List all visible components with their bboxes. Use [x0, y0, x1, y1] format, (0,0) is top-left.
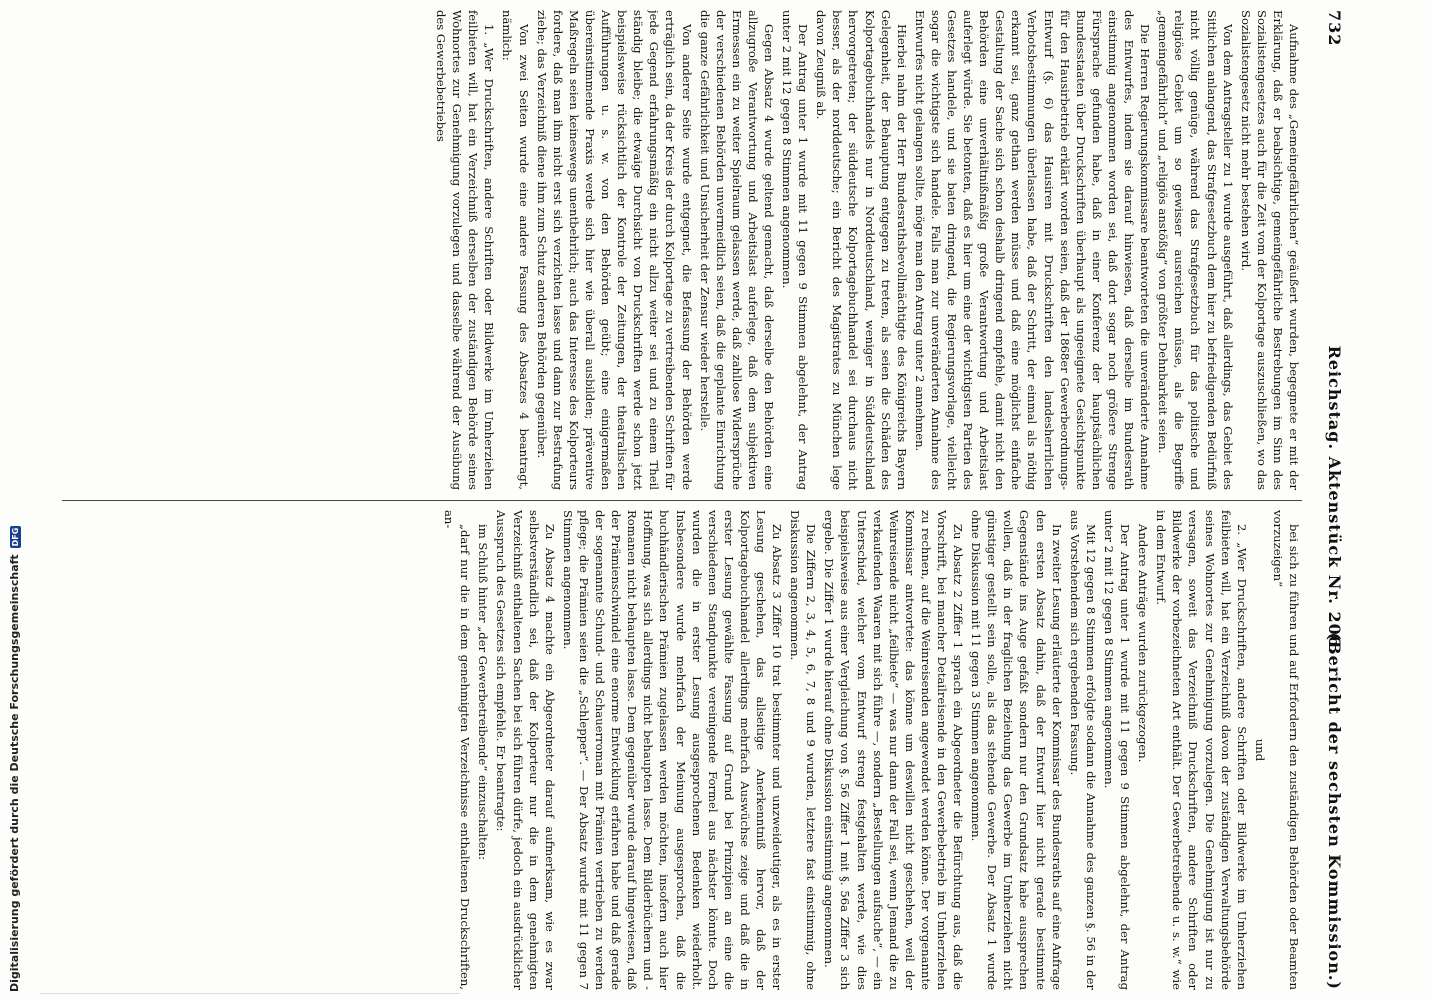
- running-title: Reichstag. Aktenstück Nr. 206.: [1325, 345, 1344, 655]
- paragraph: 1. „Wer Druckschriften, andere Schriften oder Bildwerke im Umherziehen feilbieten will, hat ein Verzeichniß derselben der zuständigen Behörde seines Wohnortes zur Genehmigung vorzulegen und dasselbe während der Ausübung des Gewerbebetriebes: [434, 10, 497, 490]
- paragraph: Der Antrag unter 1 wurde mit 11 gegen 9 Stimmen abgelehnt, der Antrag unter 2 mit 12 gegen 8 Stimmen angenommen.: [780, 10, 811, 490]
- rotated-page-content: [50, 0, 1350, 1000]
- paragraph: Hierbei nahm der Herr Bundesrathsbevollmächtigte des Königreichs Bayern Gelegenheit, der Behauptung entgegen zu treten, als seien die Schäden des Kolportagebuchhandels nur in Norddeutschland, weniger in Süddeutschland hervorgetreten; der süddeutsche Kolportagebuchhandel sei durchaus nicht besser, als der norddeutsche; ein Bericht des Magistrates zu München lege davon Zeugniß ab.: [814, 10, 909, 490]
- bottom-scan-edge: [40, 993, 460, 994]
- left-column: [62, 10, 1302, 490]
- paragraph: Von zwei Seiten wurde eine andere Fassung des Absatzes 4 beantragt, nämlich:: [500, 10, 531, 490]
- column-divider: [62, 500, 1302, 501]
- paragraph: Die Ziffern 2, 3, 4, 5, 6, 7, 8 und 9 wurden, letztere fast einstimmig, ohne Diskussion angenommen.: [788, 510, 819, 990]
- paragraph: Aufnahme des „Gemeingefährlichen“ geäußert wurden, begegnete er mit der Erklärung, daß er beabsichtige, gemeingefährliche Bestrebungen im Sinn des Sozialistengesetzes auch für die Zeit vom der Kolportage auszuschließen, wo das Sozialistengesetz nicht mehr bestehen wird.: [1238, 10, 1301, 490]
- page-header: [1314, 10, 1350, 990]
- paragraph: Von dem Antragsteller zu 1 wurde ausgeführt, daß allerdings, das Gebiet des Sittlichen anlangend, das Strafgesetzbuch dem hier zu befriedigenden Bedürfniß nicht völlig genüge, während das Strafgesetzbuch für das politische und religiöse Gebiet um so gewisser ausreichen müsse, als die Begriffe „gemeingefährlich“ und „religiös anstößig“ von größter Dehnbarkeit seien.: [1156, 10, 1235, 490]
- paragraph: Zu Absatz 3 Ziffer 10 trat bestimmter und unzweideutiger, als es in erster Lesung geschehen, das allseitige Anerkenntniß hervor, daß der Kolportagebuchhandel allerdings mehrfach Auswüchse zeige und daß die in erster Lesung gewählte Fassung auf Grund bei Prinzipien an eine die verschiedenen Standpunkte vereinigende Formel aus nächster könnte. Doch wurden die in erster Lesung ausgesprochenen Bedenken wiederholt. Insbesondere wurde mehrfach der Meinung ausgesprochen, daß die buchhändlerischen Prämien zugelassen werden möchten, insofern auch hier Hoffnung, was sich allerdings nicht behaupten lasse. Dem Bilderbüchern und -Romanen nicht behaupten lasse. Dem gegenüber wurde darauf hingewiesen, daß der Prämienschwindel eine enorme Entwicklung erfahren habe und daß gerade der sogenannte Schund- und Schauerroman mit Prämien vertrieben zu werden pflege; die Prämien seien die „Schlepper“. — Der Absatz wurde mit 11 gegen 7 Stimmen angenommen.: [560, 510, 785, 990]
- paragraph: Zu Absatz 2 Ziffer 1 sprach ein Abgeordneter die Befürchtung aus, daß die Vorschrift, bei mancher Detailreisende in den Gewerbebetrieb im Umherziehen zu rechnen, auf die Weinreisenden angewendet werden könne. Der vorgenannte Kommissar antwortete: das könne um deswillen nicht geschehen, weil der Weinreisende nicht „feilbiete“ — was nur dann der Fall sei, wenn Jemand die zu verkaufenden Waaren mit sich führe —, sondern „Bestellungen aufsuche“, — ein Unterschied, welcher vom Entwurf streng festgehalten werde, wie dies beispielsweise aus einer Vergleichung von §. 56 Ziffer 1 mit §. 56a Ziffer 3 sich ergebe. Die Ziffer 1 wurde hierauf ohne Diskussion einstimmig angenommen.: [822, 510, 966, 990]
- digitization-note: Digitalisierung gefördert durch die Deutsche Forschungsgemeinschaft: [8, 554, 21, 992]
- dfg-logo: DFG: [10, 527, 20, 547]
- paragraph: im Schluß hinter „der Gewerbetreibende“ einzuschalten:: [476, 524, 491, 860]
- paragraph: Mit 12 gegen 8 Stimmen erfolgte sodann die Annahme des ganzen §. 56 in der aus Vorstehendem sich ergebenden Fassung.: [1067, 510, 1098, 990]
- paragraph: In zweiter Lesung erläuterte der Kommissar des Bundesraths auf eine Anfrage den ersten Absatz dahin, daß der Entwurf hier nicht gerade bestimmte Gegenstände ins Auge gefaßt sondern nur den Grundsatz habe aussprechen wollen, daß in der fraglichen Beziehung das Gewerbe im Umherziehen nicht günstiger gestellt sein solle, als das stehende Gewerbe. Der Absatz 1 wurde ohne Diskussion mit 11 gegen 3 Stimmen angenommen.: [969, 510, 1064, 990]
- paragraph: Der Antrag unter 1 wurde mit 11 gegen 9 Stimmen abgelehnt, der Antrag unter 2 mit 12 gegen 8 Stimmen angenommen.: [1101, 510, 1133, 990]
- paragraph: Von anderer Seite wurde entgegnet, die Befassung der Behörden werde erträglich sein, da der Kreis der durch Kolportage zu vertreibenden Schriften für jede Gegend erfahrungsmäßig ein nicht allzu weiter sei und zu einem Theil ständig bleibe; die etwaige Durchsicht von Druckschriften werde schon jetzt beispielsweise rücksichtlich der Kontrole der Zeitungen, der theatralischen Aufführungen u. s. w. von den Behörden geübt; eine einigermaßen übereinstimmende Praxis werde sich hier wie überall ausbilden; präventive Maßregeln seien keineswegs unentbehrlich; auch das Interesse des Kolporteurs fordere, daß man ihm nicht erst sich verzichten lasse und dann zur Bestrafung ziehe; das Verzeichniß diene ihm zum Schutz anderen Behörden gegenüber.: [534, 10, 694, 490]
- paragraph: „darf nur die in dem genehmigten Verzeichnisse enthaltenen Druckschriften, an-: [442, 510, 473, 990]
- right-column: [62, 510, 1302, 990]
- paragraph: bei sich zu führen und auf Erfordern den zuständigen Behörden oder Beamten vorzuzeigen“: [1270, 510, 1301, 990]
- section-title: (Bericht der sechsten Kommission.): [1325, 632, 1344, 990]
- paragraph: Die Herren Regierungskommissare beantworteten die unveränderte Annahme des Entwurfes, indem sie darauf hinwiesen, daß derselbe im Bundesrath einstimmig angenommen worden sei, daß dort sogar noch größere Strenge Fürsprache gefunden habe, daß in einer Konferenz der hauptsächlichen Bundesstaaten über Druckschriften überhaupt als ungeeignete Gesichtspunkte für den Hausirbetrieb erklärt worden seien, daß der 1868er Gewerbeordnungs-Entwurf (§. 6) das Hausiren mit Druckschriften den landesherrlichen Verbotsbestimmungen überlassen habe, daß der Schritt, der einmal als nöthig erkannt sei, ganz gethan werden müsse und daß eine möglichst einfache Gestaltung der Sache sich schon deshalb dringend empfehle, damit nicht den Behörden eine unverhältnißmäßig große Verantwortung und Arbeitslast auferlegt würde. Sie betonten, daß es hier um eine der wichtigsten Partien des Gesetzes handele, und sie baten dringend, die Regierungsvorlage, vielleicht sogar die wichtigste sich handele. Falls man zur unveränderten Annahme des Entwurfes nicht gelangen sollte, möge man den Antrag unter 2 annehmen.: [912, 10, 1153, 490]
- page-number: 732: [1325, 10, 1344, 47]
- paragraph: Zu Absatz 4 machte ein Abgeordneter darauf aufmerksam, wie es zwar selbstverständlich sei, daß der Kolporteur nur die in dem genehmigten Verzeichniß enthaltenen Sachen bei sich führen dürfe, jedoch ein ausdrücklicher Ausspruch des Gesetzes sich empfehle. Er beantragte:: [494, 510, 557, 990]
- digitization-footer: [8, 0, 28, 1000]
- paragraph: und: [1252, 738, 1267, 762]
- footer-text: [8, 0, 24, 992]
- paragraph: 2. „Wer Druckschriften, andere Schriften oder Bildwerke im Umherziehen feilbieten will, hat ein Verzeichniß davon der zuständigen Verwaltungsbehörde seines Wohnortes zur Genehmigung vorzulegen. Die Genehmigung ist nur zu versagen, soweit das Verzeichniß Druckschriften, andere Schriften oder Bildwerke der vorbezeichneten Art enthält. Der Gewerbetreibende u. s. w.“ wie in dem Entwurf.: [1154, 510, 1249, 990]
- paragraph: Andere Anträge wurden zurückgezogen.: [1136, 524, 1151, 763]
- paragraph: Gegen Absatz 4 wurde geltend gemacht, daß derselbe den Behörden eine allzugroße Verantwortung und Arbeitslast auferlege, daß dem subjektiven Ermessen ein zu weiter Spielraum gelassen werde, daß zahllose Widersprüche der verschiedenen Behörden unvermeidlich seien, daß die geplante Einrichtung die ganze Gefährlichkeit und Unsicherheit der Zensur wieder herstelle.: [697, 10, 776, 490]
